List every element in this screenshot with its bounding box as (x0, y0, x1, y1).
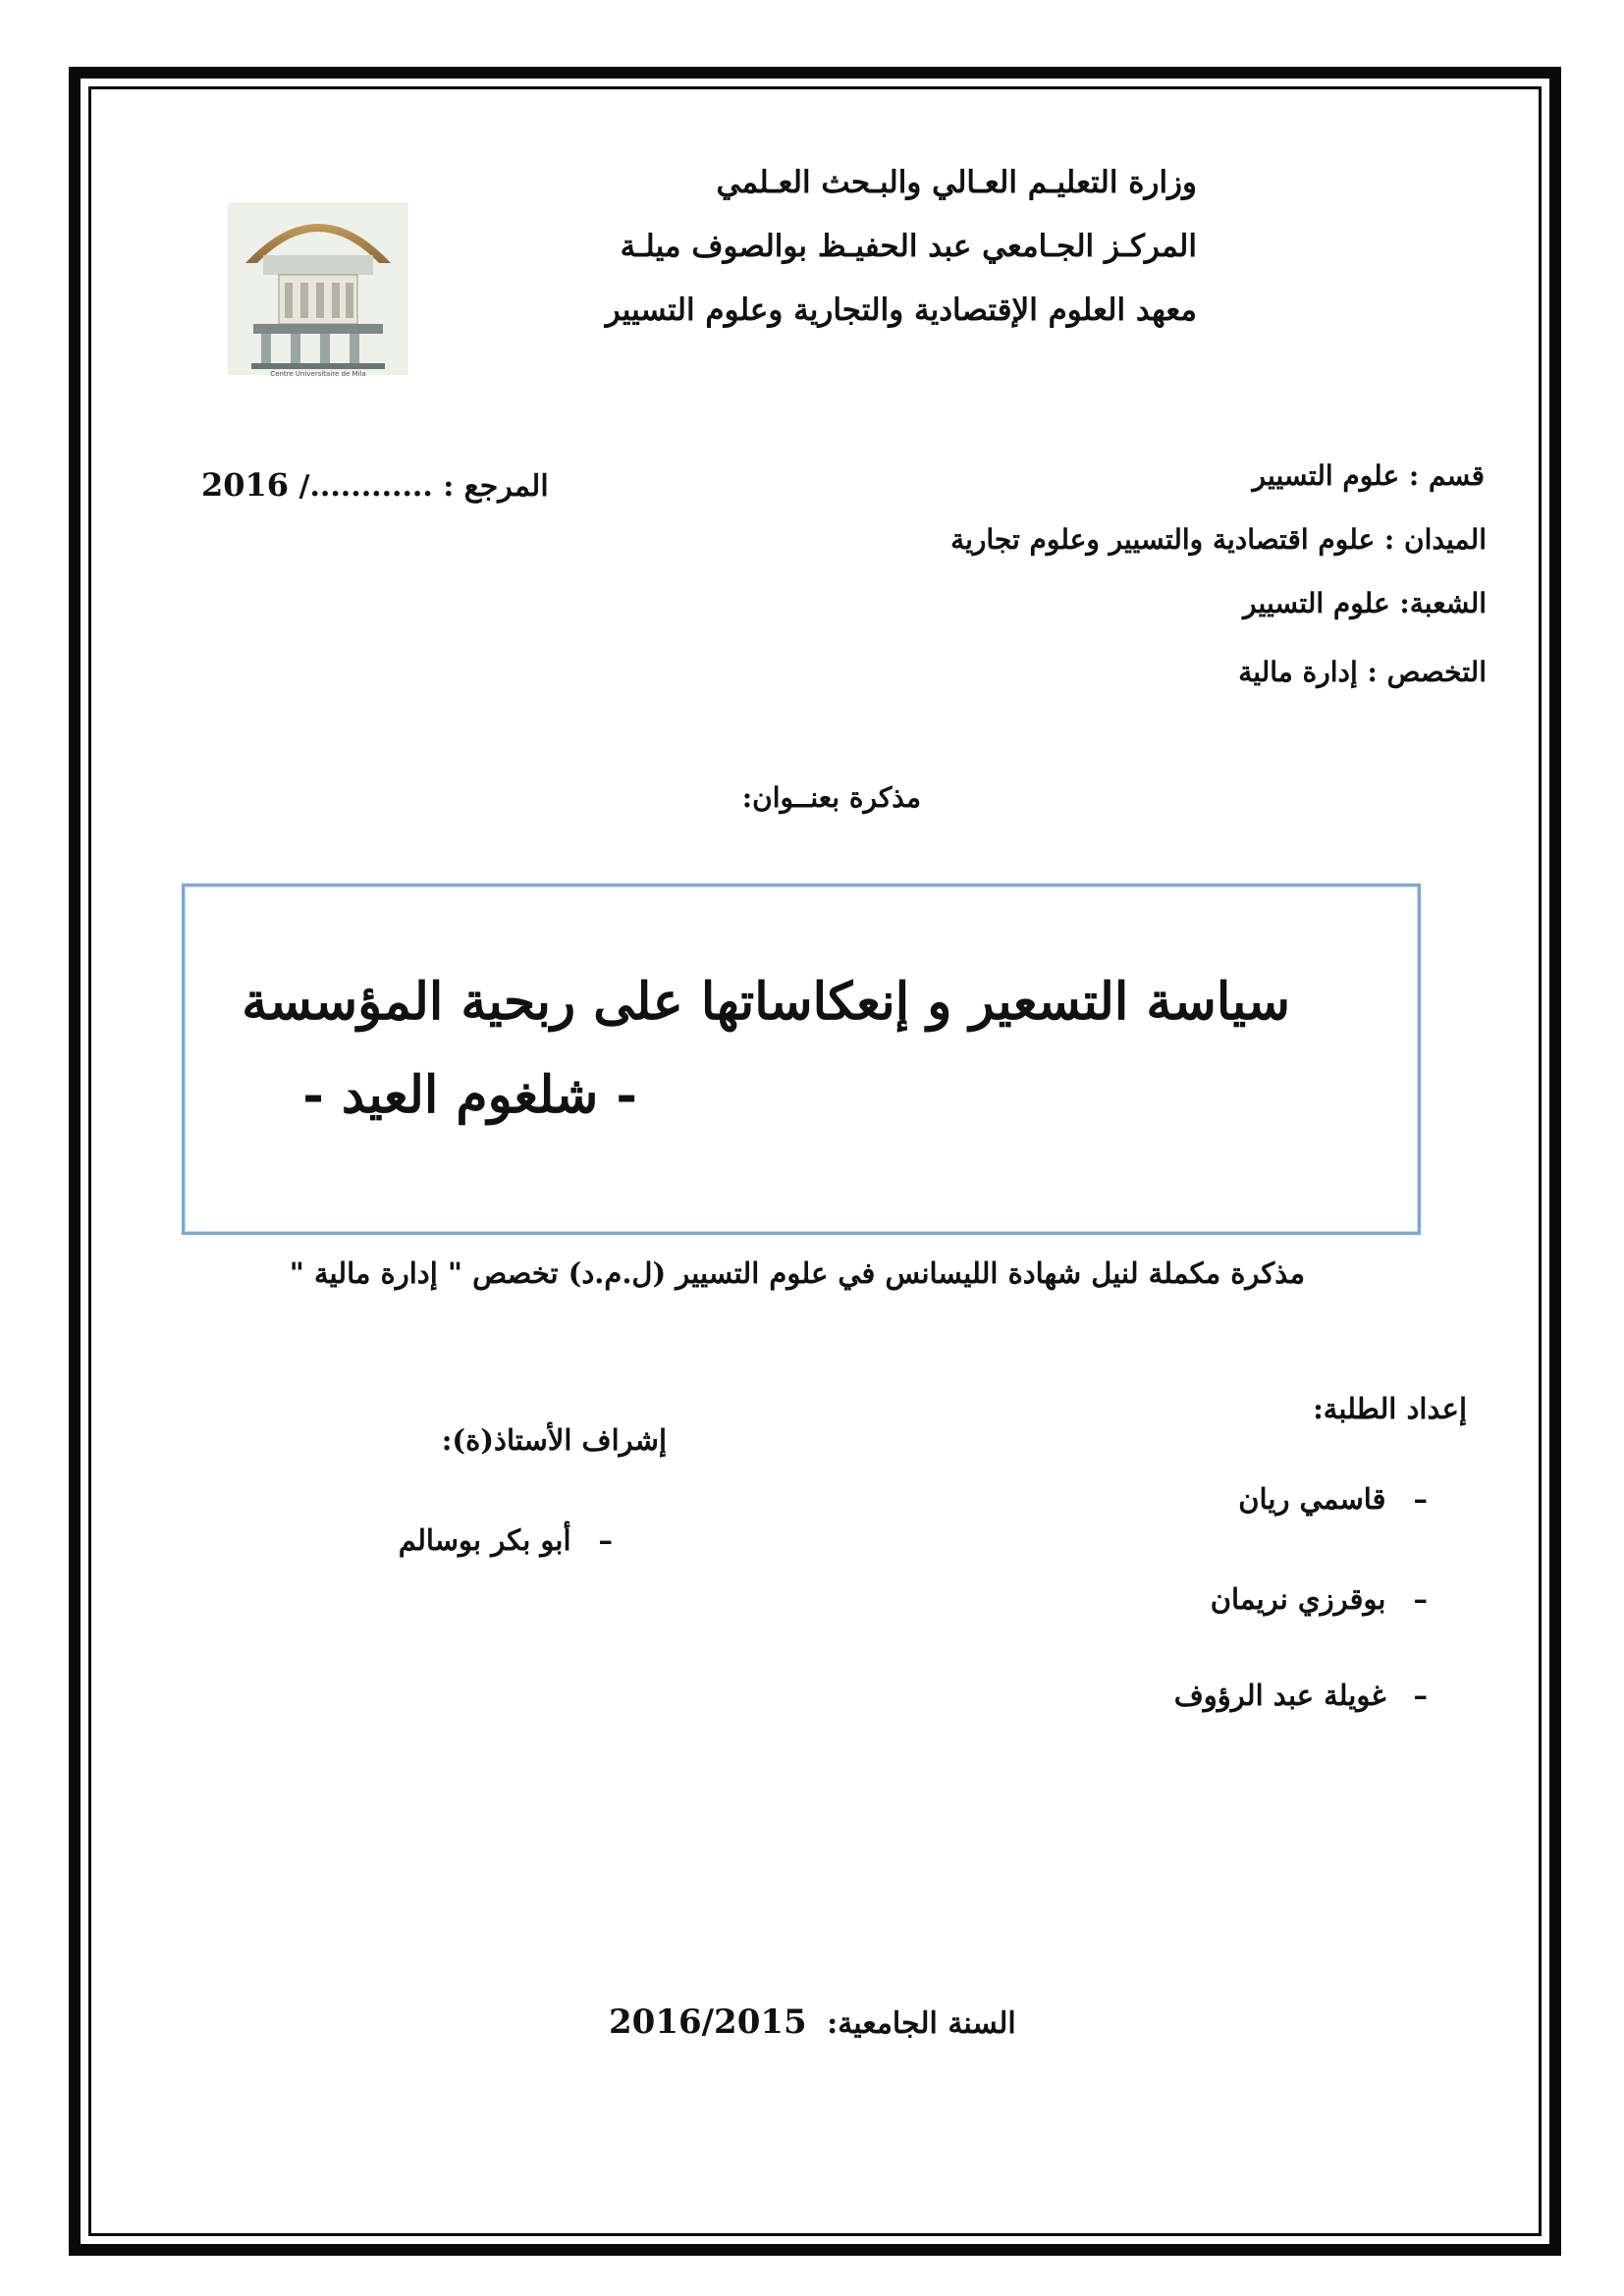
students-heading: إعداد الطلبة: (1313, 1392, 1467, 1425)
supervisor-name: أبو بكر بوسالم (398, 1523, 571, 1557)
ministry-name: وزارة التعليـم العـالي والبـحث العـلمي (716, 165, 1197, 200)
field: الميدان : علوم اقتصادية والتسيير وعلوم تجارية (950, 523, 1487, 556)
student-name: بوقرزي نريمان (1210, 1582, 1386, 1616)
bullet-dash: – (1413, 1679, 1428, 1712)
university-logo-icon (224, 194, 412, 379)
academic-year-label: السنة الجامعية: (827, 2006, 1016, 2041)
reference-line (201, 466, 549, 504)
thesis-title: سياسة التسعير و إنعكاساتها على ربحية المؤسسة (242, 972, 1290, 1032)
thesis-title-location: - شلغوم العيد - (302, 1065, 637, 1125)
student-item (1238, 1482, 1428, 1516)
memo-heading: مذكرة بعنــوان: (741, 781, 921, 814)
memo-subtitle: مذكرة مكملة لنيل شهادة الليسانس في علوم التسيير (ل.م.د) تخصص " إدارة مالية " (289, 1256, 1305, 1290)
institute-name: معهد العلوم الإقتصادية والتجارية وعلوم التسيير (605, 293, 1197, 328)
title-box (182, 883, 1421, 1235)
academic-year (609, 2002, 1016, 2042)
reference-label: المرجع : ............/ (298, 469, 549, 504)
bullet-dash: – (1413, 1482, 1428, 1516)
academic-year-value: 2016/2015 (609, 2002, 807, 2042)
student-item (1174, 1679, 1428, 1712)
department: قسم : علوم التسيير (1252, 459, 1485, 492)
bullet-dash: – (598, 1523, 613, 1557)
specialty: التخصص : إدارة مالية (1238, 656, 1487, 688)
bullet-dash: – (1413, 1582, 1428, 1616)
supervisor-item (399, 1523, 613, 1557)
supervisor-heading: إشراف الأستاذ(ة): (441, 1423, 667, 1457)
center-name: المركـز الجـامعي عبد الحفيـظ بوالصوف ميلـة (620, 229, 1197, 264)
logo-caption: Centre Universitaire de Mila (270, 370, 366, 378)
student-item (1211, 1582, 1428, 1616)
branch: الشعبة: علوم التسيير (1243, 587, 1487, 619)
student-name: قاسمي ريان (1238, 1482, 1386, 1516)
reference-year: 2016 (201, 466, 290, 504)
student-name: غويلة عبد الرؤوف (1173, 1679, 1386, 1712)
